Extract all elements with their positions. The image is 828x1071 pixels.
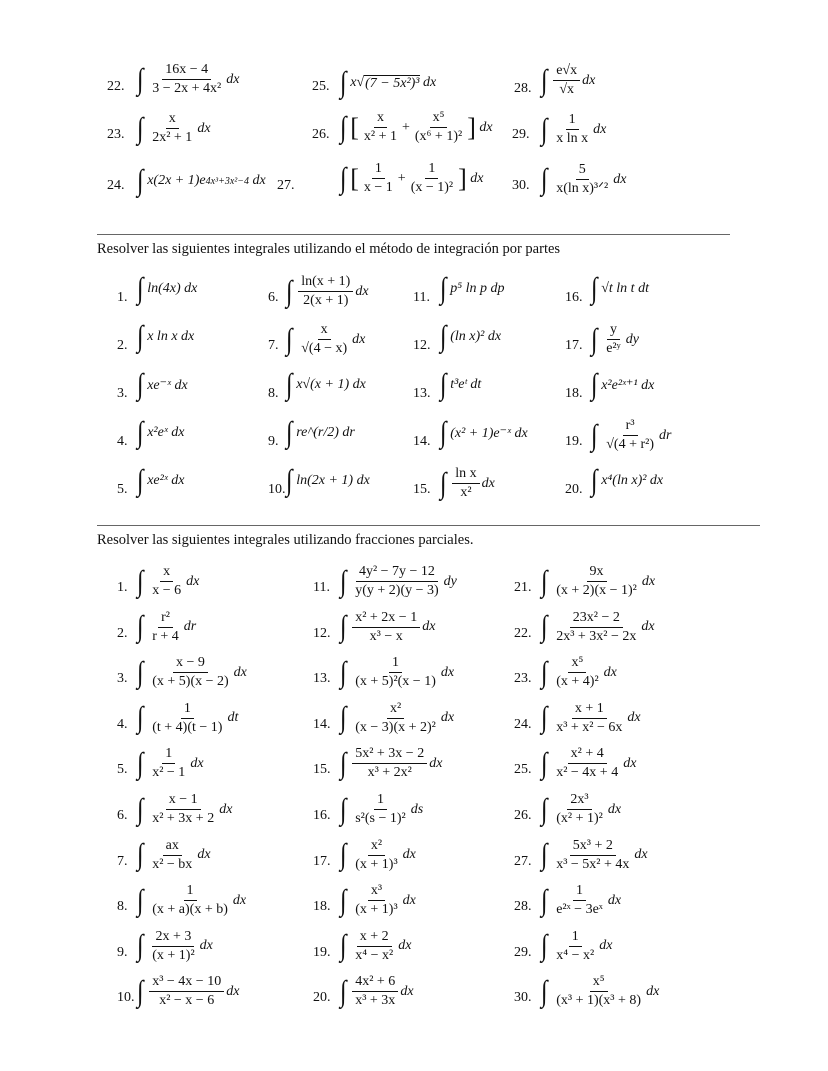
item-number: 16.: [565, 290, 583, 305]
integral-section3-11: ∫ $\frac{\text{4y² − 7y − 12}}{y(y + 2)(y - 3)}$ dy: [339, 564, 457, 599]
item-number: 5.: [117, 482, 128, 497]
integral-28: ∫ $\frac{e√x}{√x}$ dx: [540, 63, 596, 98]
integral-section3-16: ∫ $\frac{1}{\text{s²(s − 1)²}}$ ds: [339, 792, 424, 827]
integral-sign-icon: ∫: [439, 320, 447, 353]
item-number: 28.: [514, 899, 532, 915]
integral-section3-8: ∫ $\frac{1}{(x + a)(x + b)}$ dx: [136, 883, 247, 918]
item-number: 11.: [413, 290, 430, 305]
item-number: 6.: [268, 290, 279, 305]
integral-section3-15: ∫ $\frac{\text{5x² + 3x − 2}}{\text{x³ + 2x²}}$ dx: [339, 746, 443, 781]
integral-sign-icon: ∫: [339, 161, 347, 195]
integral-sign-icon: ∫: [540, 112, 548, 146]
integral-section2-4: ∫ x²eˣ dx: [136, 416, 185, 449]
integral-sign-icon: ∫: [136, 164, 144, 197]
item-number: 25.: [514, 762, 532, 778]
item-number: 20.: [565, 482, 583, 497]
integral-sign-icon: ∫: [540, 162, 548, 196]
item-number: 8.: [117, 899, 128, 915]
integral-sign-icon: ∫: [339, 610, 347, 644]
integral-sign-icon: ∫: [439, 416, 447, 449]
item-number: 30.: [512, 178, 530, 193]
integral-sign-icon: ∫: [590, 368, 598, 401]
item-number: 19.: [565, 434, 583, 449]
item-number: 25.: [312, 79, 330, 94]
integral-sign-icon: ∫: [339, 974, 347, 1008]
item-number: 19.: [313, 944, 331, 960]
integral-sign-icon: ∫: [136, 838, 144, 872]
item-number: 12.: [413, 338, 431, 353]
integral-sign-icon: ∫: [540, 883, 548, 917]
integral-sign-icon: ∫: [136, 746, 144, 780]
integral-section2-19: ∫ $\frac{\text{r³}}{\text{√(4 + r²)}}$ dr: [590, 418, 672, 453]
integral-sign-icon: ∫: [540, 792, 548, 826]
item-number: 23.: [514, 671, 532, 687]
integral-sign-icon: ∫: [590, 464, 598, 497]
integral-section3-12: ∫ $\frac{\text{x² + 2x − 1}}{\text{x³ − x}}$ dx: [339, 609, 436, 644]
integral-section2-3: ∫ xe⁻ˣ dx: [136, 368, 188, 401]
item-number: 14.: [313, 716, 331, 732]
divider: [97, 525, 760, 526]
integral-sign-icon: ∫: [285, 416, 293, 449]
integral-sign-icon: ∫: [136, 610, 144, 644]
integral-section3-14: ∫ $\frac{\text{x²}}{\text{(x − 3)(x + 2)²}}$ dx: [339, 700, 455, 735]
item-number: 3.: [117, 386, 128, 401]
integral-sign-icon: ∫: [339, 655, 347, 689]
integral-section3-13: ∫ $\frac{1}{\text{(x + 5)²(x − 1)}}$ dx: [339, 655, 455, 690]
integral-sign-icon: ∫: [590, 418, 598, 452]
item-number: 17.: [565, 338, 583, 353]
integral-section2-17: ∫ $\frac{y}{\text{e²ʸ}}$ dy: [590, 322, 640, 357]
integral-sign-icon: ∫: [136, 320, 144, 353]
item-number: 7.: [117, 853, 128, 869]
integral-section3-28: ∫ $\frac{1}{\text{e²ˣ − 3eˣ}}$ dx: [540, 883, 622, 918]
integral-section3-3: ∫ $\frac{x - 9}{(x + 5)(x - 2)}$ dx: [136, 655, 247, 690]
integral-sign-icon: ∫: [540, 746, 548, 780]
integral-section2-10: ∫ ln(2x + 1) dx: [285, 464, 370, 497]
integral-22: ∫ $\frac{16x - 4}{\text{3 − 2x + 4x²}}$ dx: [136, 62, 240, 97]
item-number: 20.: [313, 990, 331, 1006]
right-bracket-icon: ]: [458, 163, 467, 193]
integral-sign-icon: ∫: [540, 564, 548, 598]
integral-section2-6: ∫ $\frac{\ln(x + 1)}{2(x + 1)}$ dx: [285, 274, 369, 309]
integral-section3-4: ∫ $\frac{1}{(t + 4)(t - 1)}$ dt: [136, 700, 239, 735]
item-number: 1.: [117, 580, 128, 595]
integral-sign-icon: ∫: [136, 883, 144, 917]
integral-sign-icon: ∫: [439, 272, 447, 305]
item-number: 21.: [514, 580, 532, 595]
integral-section2-13: ∫ t³eᵗ dt: [439, 368, 482, 401]
integral-section2-2: ∫ x ln x dx: [136, 320, 195, 353]
item-number: 24.: [514, 716, 532, 732]
integral-sign-icon: ∫: [540, 974, 548, 1008]
integral-section3-30: ∫ $\frac{\text{x⁵}}{\text{(x³ + 1)(x³ + 8)}}$ dx: [540, 974, 660, 1009]
integral-23: ∫ $\frac{x}{\text{2x² + 1}}$ dx: [136, 111, 211, 146]
integral-section2-12: ∫ (ln x)² dx: [439, 320, 502, 353]
item-number: 27.: [277, 178, 295, 193]
integral-sign-icon: ∫: [339, 883, 347, 917]
integral-section3-20: ∫ $\frac{\text{4x² + 6}}{\text{x³ + 3x}}$ dx: [339, 974, 414, 1009]
item-number: 24.: [107, 178, 125, 193]
item-number: 12.: [313, 625, 331, 641]
integral-section2-9: ∫ re^(r/2) dr: [285, 416, 355, 449]
section-3-title: Resolver las siguientes integrales utilizando fracciones parciales.: [97, 532, 474, 548]
integral-section3-25: ∫ $\frac{\text{x² + 4}}{\text{x² − 4x + 4}}$ dx: [540, 746, 637, 781]
item-number: 5.: [117, 762, 128, 778]
left-bracket-icon: [: [350, 163, 359, 193]
integral-section2-15: ∫ $\frac{\text{ln x}}{\text{x²}}$ dx: [439, 466, 495, 501]
integral-sign-icon: ∫: [439, 368, 447, 401]
integral-sign-icon: ∫: [136, 111, 144, 145]
integral-sign-icon: ∫: [136, 701, 144, 735]
integral-section3-17: ∫ $\frac{\text{x²}}{\text{(x + 1)³}}$ dx: [339, 837, 416, 872]
integral-sign-icon: ∫: [540, 838, 548, 872]
item-number: 10.: [117, 990, 135, 1006]
integral-sign-icon: ∫: [339, 929, 347, 963]
item-number: 6.: [117, 808, 128, 823]
right-bracket-icon: ]: [467, 112, 476, 142]
integral-sign-icon: ∫: [136, 974, 144, 1008]
integral-section3-5: ∫ $\frac{1}{\text{x² − 1}}$ dx: [136, 746, 204, 781]
integral-sign-icon: ∫: [339, 701, 347, 735]
integral-sign-icon: ∫: [136, 564, 144, 598]
integral-sign-icon: ∫: [590, 272, 598, 305]
integral-30: ∫ $\frac{5}{\text{x(ln x)³ᐟ²}}$ dx: [540, 162, 627, 197]
integral-sign-icon: ∫: [136, 272, 144, 305]
integral-section3-22: ∫ $\frac{\text{23x² − 2}}{\text{2x³ + 3x² − 2x}}$ dx: [540, 609, 655, 644]
integral-section3-7: ∫ $\frac{ax}{\text{x² − bx}}$ dx: [136, 837, 211, 872]
integral-section2-14: ∫ (x² + 1)e⁻ˣ dx: [439, 416, 528, 449]
integral-section3-27: ∫ $\frac{\text{5x³ + 2}}{\text{x³ − 5x² + 4x}}$ dx: [540, 837, 648, 872]
integral-section2-7: ∫ $\frac{x}{√(4 - x)}$ dx: [285, 322, 366, 357]
integral-sign-icon: ∫: [439, 466, 447, 500]
integral-sign-icon: ∫: [285, 322, 293, 356]
integral-section3-9: ∫ $\frac{2x + 3}{\text{(x + 1)²}}$ dx: [136, 928, 213, 963]
integral-section2-1: ∫ ln(4x) dx: [136, 272, 198, 305]
integral-sign-icon: ∫: [285, 274, 293, 308]
integral-sign-icon: ∫: [339, 564, 347, 598]
item-number: 28.: [514, 81, 532, 96]
integral-sign-icon: ∫: [339, 746, 347, 780]
item-number: 9.: [117, 944, 128, 960]
integral-sign-icon: ∫: [540, 655, 548, 689]
integral-sign-icon: ∫: [339, 110, 347, 144]
item-number: 13.: [313, 671, 331, 687]
integral-sign-icon: ∫: [339, 792, 347, 826]
item-number: 10.: [268, 482, 286, 497]
item-number: 27.: [514, 853, 532, 869]
integral-sign-icon: ∫: [136, 62, 144, 96]
item-number: 2.: [117, 625, 128, 641]
integral-section3-10: ∫ $\frac{\text{x³ − 4x − 10}}{\text{x² − x − 6}}$ dx: [136, 974, 240, 1009]
integral-26: ∫ [ $\frac{x}{\text{x² + 1}}$ + $\frac{\text{x⁵}}{\text{(x⁶ + 1)²}}$ ] dx: [339, 110, 493, 145]
integral-sign-icon: ∫: [339, 838, 347, 872]
item-number: 3.: [117, 671, 128, 687]
integral-section3-29: ∫ $\frac{1}{\text{x⁴ − x²}}$ dx: [540, 928, 613, 963]
integral-sign-icon: ∫: [540, 610, 548, 644]
item-number: 26.: [312, 127, 330, 142]
integral-24: ∫ x(2x + 1)e 4x³+3x²−4 dx: [136, 164, 266, 197]
integral-sign-icon: ∫: [339, 66, 347, 99]
integral-sign-icon: ∫: [136, 368, 144, 401]
item-number: 8.: [268, 386, 279, 401]
item-number: 7.: [268, 338, 279, 353]
item-number: 16.: [313, 808, 331, 823]
item-number: 4.: [117, 434, 128, 449]
integral-section3-19: ∫ $\frac{x + 2}{\text{x⁴ − x²}}$ dx: [339, 928, 412, 963]
item-number: 29.: [514, 944, 532, 960]
integral-sign-icon: ∫: [540, 929, 548, 963]
integral-section3-6: ∫ $\frac{x - 1}{\text{x² + 3x + 2}}$ dx: [136, 792, 233, 827]
item-number: 18.: [565, 386, 583, 401]
integral-section3-18: ∫ $\frac{\text{x³}}{\text{(x + 1)³}}$ dx: [339, 883, 416, 918]
integral-sign-icon: ∫: [540, 701, 548, 735]
item-number: 14.: [413, 434, 431, 449]
integral-sign-icon: ∫: [285, 368, 293, 401]
integral-section2-16: ∫ √t ln t dt: [590, 272, 649, 305]
integral-section3-21: ∫ $\frac{9x}{\text{(x + 2)(x − 1)²}}$ dx: [540, 564, 656, 599]
integral-section2-20: ∫ x⁴(ln x)² dx: [590, 464, 664, 497]
divider: [97, 234, 730, 235]
integral-section2-8: ∫ x√(x + 1) dx: [285, 368, 366, 401]
integral-section3-1: ∫ $\frac{x}{x - 6}$ dx: [136, 564, 200, 599]
item-number: 15.: [413, 482, 431, 497]
integral-section2-11: ∫ p⁵ ln p dp: [439, 272, 505, 305]
integral-sign-icon: ∫: [136, 929, 144, 963]
integral-sign-icon: ∫: [136, 792, 144, 826]
item-number: 11.: [313, 580, 330, 595]
integral-sign-icon: ∫: [136, 655, 144, 689]
integral-section2-5: ∫ xe²ˣ dx: [136, 464, 185, 497]
integral-section3-24: ∫ $\frac{x + 1}{\text{x³ + x² − 6x}}$ dx: [540, 700, 641, 735]
item-number: 2.: [117, 338, 128, 353]
item-number: 13.: [413, 386, 431, 401]
integral-25: ∫ x √ (7 − 5x²)³ dx: [339, 66, 437, 99]
item-number: 1.: [117, 290, 128, 305]
item-number: 9.: [268, 434, 279, 449]
item-number: 18.: [313, 899, 331, 915]
item-number: 4.: [117, 716, 128, 732]
integral-sign-icon: ∫: [136, 464, 144, 497]
integral-section3-2: ∫ $\frac{\text{r²}}{r + 4}$ dr: [136, 609, 197, 644]
item-number: 22.: [514, 625, 532, 641]
item-number: 29.: [512, 127, 530, 142]
integral-29: ∫ $\frac{1}{\text{x ln x}}$ dx: [540, 112, 607, 147]
integral-section3-23: ∫ $\frac{\text{x⁵}}{\text{(x + 4)²}}$ dx: [540, 655, 617, 690]
item-number: 15.: [313, 762, 331, 778]
item-number: 23.: [107, 127, 125, 142]
integral-section3-26: ∫ $\frac{\text{2x³}}{\text{(x² + 1)²}}$ dx: [540, 792, 622, 827]
left-bracket-icon: [: [350, 112, 359, 142]
integral-sign-icon: ∫: [136, 416, 144, 449]
integral-section2-18: ∫ x²e²ˣ⁺¹ dx: [590, 368, 655, 401]
integral-sign-icon: ∫: [285, 464, 293, 497]
integral-sign-icon: ∫: [590, 322, 598, 356]
integral-sign-icon: ∫: [540, 63, 548, 97]
item-number: 30.: [514, 990, 532, 1006]
item-number: 22.: [107, 79, 125, 94]
integral-27: ∫ [ $\frac{1}{x - 1}$ + $\frac{1}{\text{(x − 1)²}}$ ] dx: [339, 161, 484, 196]
item-number: 17.: [313, 853, 331, 869]
sqrt-icon: √: [356, 75, 365, 90]
item-number: 26.: [514, 808, 532, 823]
section-2-title: Resolver las siguientes integrales utilizando el método de integración por partes: [97, 241, 561, 257]
